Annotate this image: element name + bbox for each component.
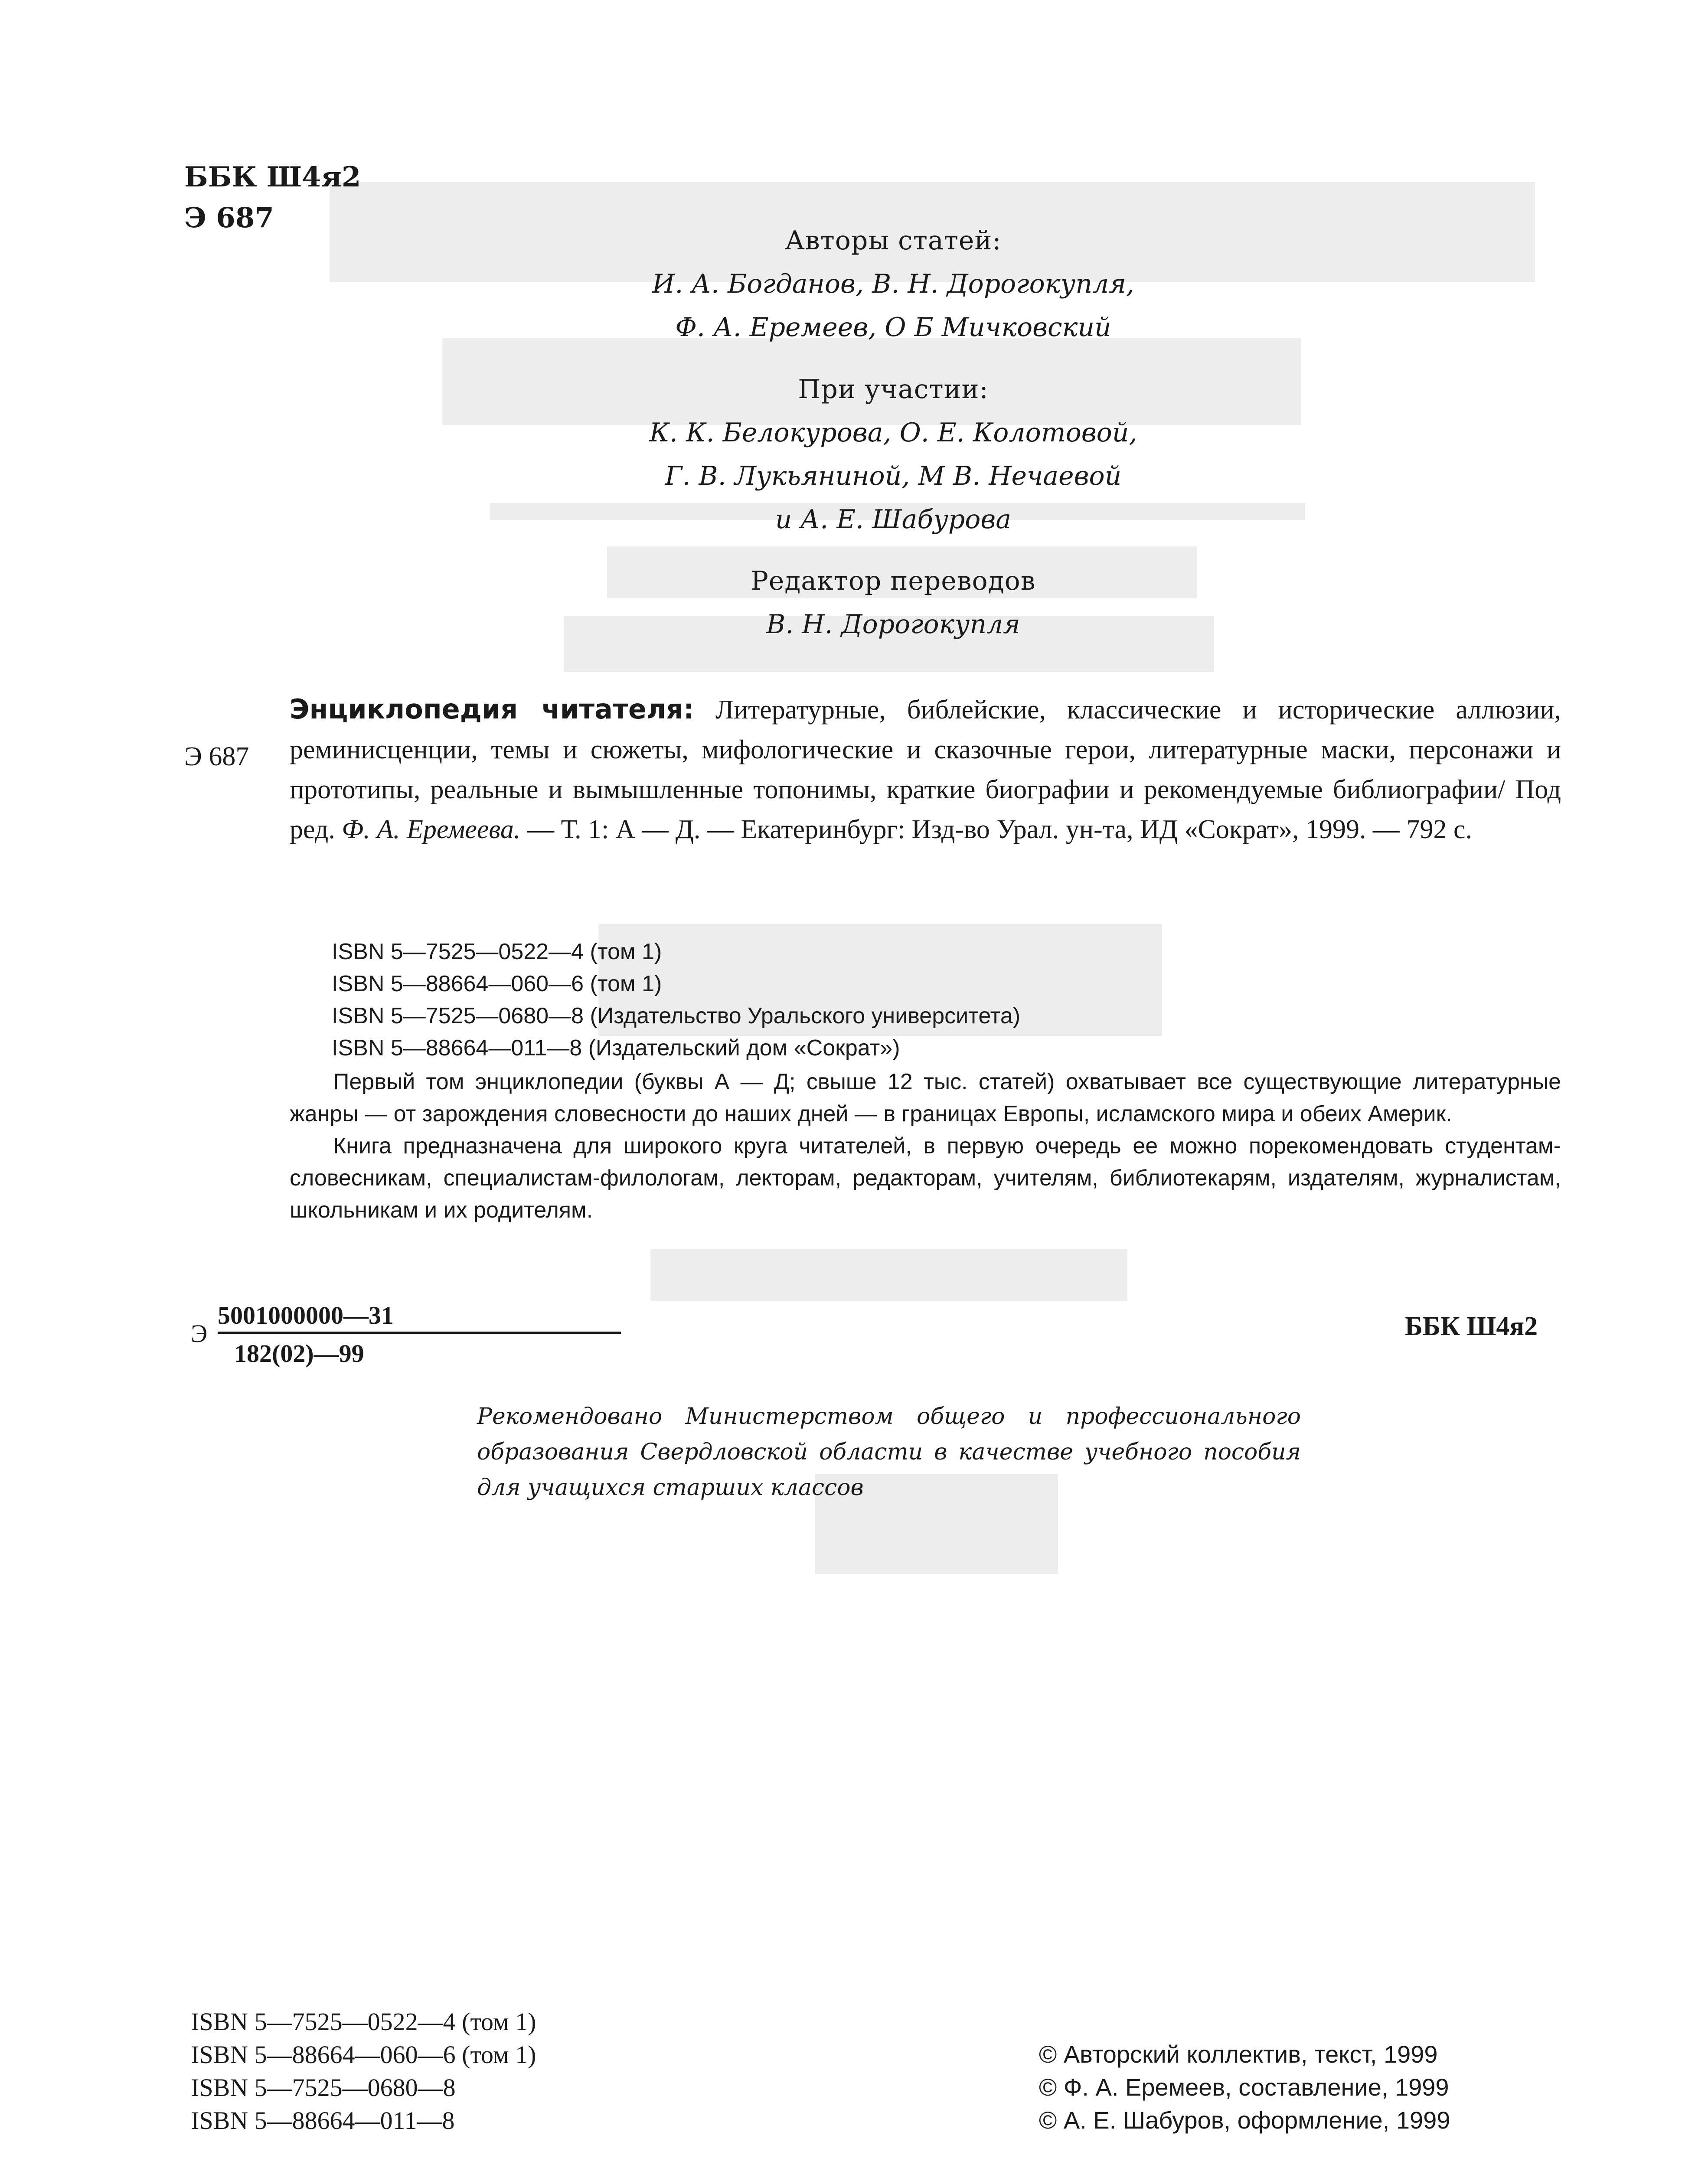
authors-block (434, 219, 1353, 349)
bbk-code-right: ББК Ш4я2 (1405, 1312, 1538, 1341)
authors-heading: Авторы статей: (785, 225, 1002, 256)
abstract-paragraph: Первый том энциклопедии (буквы А — Д; свыше 12 тыс. статей) охватывает все существующие литературные жанры — от зарождения словесности до наших дней — в границах Европы, исламского мира и обеих Америк. (290, 1069, 1561, 1126)
participation-line: К. К. Белокурова, О. Е. Колотовой, (649, 418, 1137, 448)
copyright-line: © Ф. А. Еремеев, составление, 1999 (1039, 2073, 1449, 2101)
isbn-line: ISBN 5—88664—060—6 (том 1) (332, 971, 662, 996)
isbn-line: ISBN 5—88664—060—6 (том 1) (191, 2041, 536, 2069)
bottom-isbn-list (191, 2005, 536, 2137)
participation-block (434, 368, 1353, 541)
authors-line: Ф. А. Еремеев, О Б Мичковский (675, 312, 1111, 343)
abstract-paragraph: Книга предназначена для широкого круга читателей, в первую очередь ее можно порекомендовать студентам-словесникам, специалистам-филологам, лекторам, редакторам, учителям, библиотекарям, издателям, журналистам, школьникам и их родителям. (290, 1133, 1561, 1223)
entry-mark: Э 687 (184, 742, 249, 771)
editor-prefix: Под ред. (290, 775, 1561, 844)
editor-heading: Редактор переводов (751, 566, 1036, 596)
top-classification (184, 157, 361, 238)
copyright-line: © А. Е. Шабуров, оформление, 1999 (1039, 2106, 1450, 2134)
code-denominator: 182(02)—99 (234, 1339, 364, 1368)
code-numerator: 5001000000—31 (218, 1301, 621, 1334)
copyright-notices (1039, 2038, 1450, 2137)
authors-line: И. А. Богданов, В. Н. Дорогокупля, (652, 269, 1134, 299)
abstract (290, 1066, 1561, 1226)
code-letter: Э (191, 1319, 208, 1348)
isbn-line: ISBN 5—7525—0522—4 (том 1) (191, 2008, 536, 2036)
bleed-through-shadow (650, 1249, 1127, 1301)
participation-line: Г. В. Лукьяниной, М В. Нечаевой (665, 461, 1122, 491)
bibliographic-record (290, 689, 1561, 849)
isbn-line: ISBN 5—7525—0680—8 (191, 2073, 456, 2102)
bbk-code: ББК Ш4я2 (184, 161, 361, 193)
participation-line: и А. Е. Шабурова (775, 504, 1012, 535)
imprint-text: — Т. 1: А — Д. — Екатеринбург: Изд-во Урал. ун-та, ИД «Сократ», 1999. — 792 с. (527, 815, 1473, 844)
editor-name: В. Н. Дорогокупля (766, 609, 1020, 640)
isbn-line: ISBN 5—88664—011—8 (191, 2106, 455, 2135)
copyright-line: © Авторский коллектив, текст, 1999 (1039, 2041, 1438, 2068)
isbn-line: ISBN 5—7525—0522—4 (том 1) (332, 939, 662, 964)
author-mark: Э 687 (184, 202, 274, 234)
participation-heading: При участии: (798, 374, 989, 405)
encyclopedia-title: Энциклопедия читателя: (290, 693, 694, 725)
editor-block (434, 559, 1353, 646)
isbn-line: ISBN 5—88664—011—8 (Издательский дом «Сократ») (332, 1035, 900, 1061)
description-text: Литературные, библейские, классические и исторические аллюзии, реминисценции, темы и сюжеты, мифологические и сказочные герои, литературные маски, персонажи и прототипы, реальные и вымышленные топонимы, краткие биографии и рекомендуемые библиографии/ (290, 695, 1561, 804)
isbn-list (332, 936, 1020, 1064)
isbn-line: ISBN 5—7525—0680—8 (Издательство Уральского университета) (332, 1003, 1021, 1028)
ministry-recommendation: Рекомендовано Министерством общего и профессионального образования Свердловской области в качестве учебного пособия для учащихся старших классов (477, 1404, 1301, 1501)
editor-text: Ф. А. Еремеева. (342, 815, 521, 844)
